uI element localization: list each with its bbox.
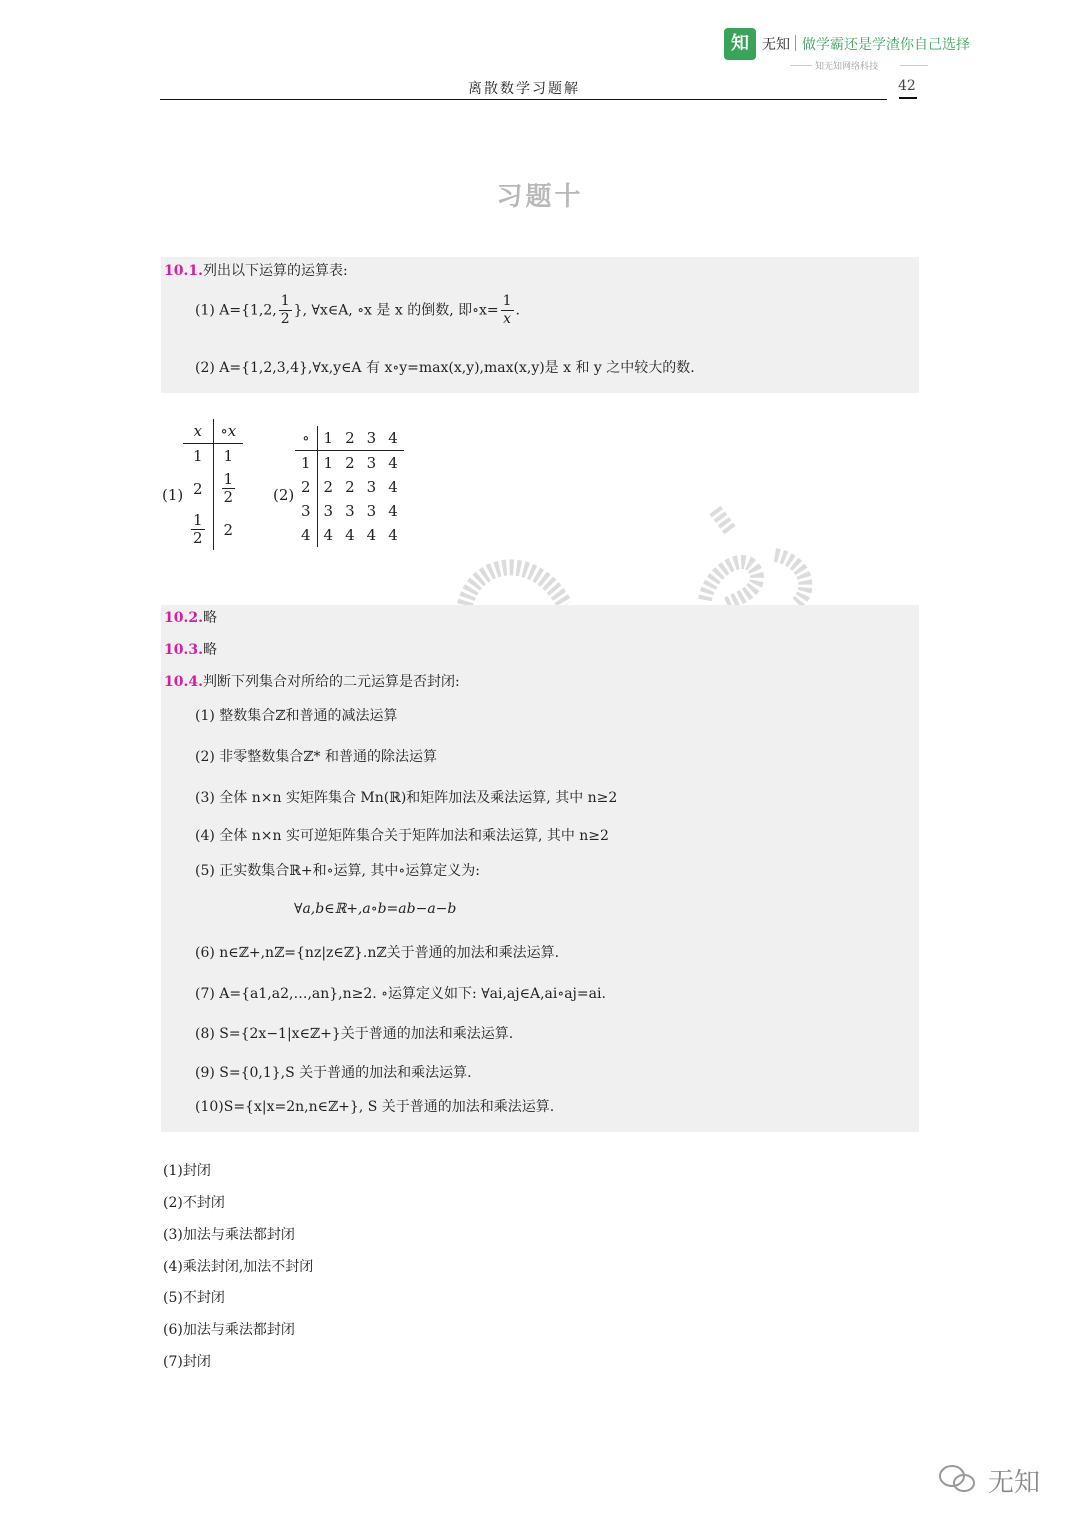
fraction-numerator: 1	[502, 293, 512, 309]
table-cell: 1	[295, 451, 317, 476]
table-cell: 4	[388, 454, 398, 472]
list-item: (5) 正实数集合ℝ+和∘运算, 其中∘运算定义为:	[195, 863, 480, 879]
table-row	[183, 509, 243, 550]
problem-number: 10.1.	[164, 263, 203, 279]
table-cell: 2	[295, 475, 317, 499]
fraction-denominator: 2	[280, 311, 290, 327]
item-text: (1) A={1,2,	[195, 302, 277, 319]
fraction	[191, 512, 205, 547]
fraction-denominator: 2	[223, 488, 234, 506]
problem-10-2-to-10-4-panel	[161, 605, 919, 1132]
answer-item: (6)加法与乘法都封闭	[163, 1322, 295, 1338]
table-row	[295, 451, 404, 476]
table-cell: 4	[323, 526, 334, 544]
table-corner: ∘	[295, 426, 317, 451]
list-item: (6) n∈ℤ+,nℤ={nz|z∈ℤ}.nℤ关于普通的加法和乘法运算.	[195, 945, 560, 961]
table-cell: 2	[345, 454, 355, 472]
fraction-numerator: 1	[223, 470, 234, 488]
header-rule-short	[899, 97, 917, 99]
problem-10-2	[164, 607, 217, 627]
list-item: (2) 非零整数集合ℤ* 和普通的除法运算	[195, 749, 437, 765]
list-item: (4) 全体 n×n 实可逆矩阵集合关于矩阵加法和乘法运算, 其中 n≥2	[195, 828, 609, 844]
running-header: 离散数学习题解	[468, 81, 580, 97]
problem-10-1-item-2: (2) A={1,2,3,4},∀x,y∈A 有 x∘y=max(x,y),max(x,y)是 x 和 y 之中较大的数.	[195, 360, 695, 376]
table-cell: 3	[366, 478, 377, 496]
table-row	[295, 523, 404, 547]
table-cell: 4	[388, 502, 398, 520]
table-row	[183, 468, 243, 509]
answer-item: (5)不封闭	[163, 1290, 225, 1306]
fraction	[222, 471, 236, 506]
list-item: (7) A={a1,a2,…,an},n≥2. ∘运算定义如下: ∀ai,aj∈A,ai∘aj=ai.	[195, 986, 606, 1002]
item-text: }, ∀x∈A, ∘x 是 x 的倒数, 即∘x=	[293, 302, 499, 319]
table-cell: 3	[366, 502, 377, 520]
problem-10-1-item-1	[195, 293, 520, 328]
brand-divider	[795, 35, 796, 51]
formula: ∀a,b∈ℝ+,a∘b=ab−a−b	[294, 901, 457, 917]
table-cell	[183, 509, 213, 550]
fraction-numerator: 1	[280, 293, 290, 309]
table-header	[183, 419, 213, 444]
table-cell: 2	[183, 468, 213, 509]
table-header	[213, 419, 243, 444]
answer-item: (1)封闭	[163, 1163, 211, 1179]
fraction-denominator: x	[503, 311, 511, 327]
list-item: (1) 整数集合ℤ和普通的减法运算	[195, 708, 398, 724]
list-item: (9) S={0,1},S 关于普通的加法和乘法运算.	[195, 1065, 472, 1081]
table-cell: 2	[345, 478, 355, 496]
problem-number: 10.3.	[164, 642, 203, 658]
table-cell: 3	[366, 454, 377, 472]
watermark-graphic	[455, 500, 835, 610]
section-title: 习题十	[496, 182, 584, 212]
problem-10-1-heading	[164, 260, 348, 280]
fraction	[501, 293, 514, 328]
problem-text: 列出以下运算的运算表:	[202, 263, 348, 279]
header-cell: 1	[317, 426, 339, 451]
table-cell: 4	[388, 478, 398, 496]
table-cell: 4	[388, 526, 398, 544]
table-cell: 3	[345, 502, 355, 520]
fraction	[279, 293, 292, 328]
brand-subline-right	[900, 65, 928, 66]
problem-text: 略	[202, 642, 217, 658]
table-1-label: (1)	[162, 486, 184, 504]
table-cell: 1	[323, 454, 334, 472]
answer-item: (7)封闭	[163, 1354, 211, 1370]
table-row	[295, 499, 404, 523]
table-2-label: (2)	[273, 486, 295, 504]
header-cell: x	[193, 422, 202, 440]
max-table	[295, 426, 404, 547]
problem-10-1-panel	[161, 257, 919, 393]
fraction-denominator: 2	[193, 529, 203, 547]
footer-watermark: 无知	[988, 1468, 1041, 1498]
table-cell: 4	[295, 523, 317, 547]
table-cell: 1	[183, 444, 213, 469]
header-cell: 4	[382, 426, 404, 451]
table-cell	[213, 468, 243, 509]
problem-10-4-heading	[164, 671, 460, 691]
brand-slogan: 做学霸还是学渣你自己选择	[802, 37, 970, 53]
list-item: (10)S={x|x=2n,n∈ℤ+}, S 关于普通的加法和乘法运算.	[195, 1099, 555, 1115]
item-text: .	[515, 302, 520, 319]
problem-text: 判断下列集合对所给的二元运算是否封闭:	[202, 674, 460, 690]
answer-item: (4)乘法封闭,加法不封闭	[163, 1259, 314, 1275]
brand-subtitle: 知无知网络科技	[815, 62, 879, 72]
fraction-numerator: 1	[193, 511, 203, 529]
wechat-icon	[938, 1464, 978, 1494]
header-cell: 3	[361, 426, 383, 451]
header-cell: ∘x	[220, 422, 237, 440]
brand-logo: 知	[724, 28, 756, 60]
reciprocal-table	[183, 419, 243, 550]
table-cell: 1	[223, 447, 234, 465]
page-number: 42	[898, 78, 916, 94]
brand-name: 无知	[762, 37, 790, 53]
table-row	[183, 444, 243, 469]
answer-item: (2)不封闭	[163, 1195, 225, 1211]
problem-number: 10.4.	[164, 674, 203, 690]
list-item: (3) 全体 n×n 实矩阵集合 Mn(ℝ)和矩阵加法及乘法运算, 其中 n≥2	[195, 790, 618, 806]
list-item: (8) S={2x−1|x∈ℤ+}关于普通的加法和乘法运算.	[195, 1026, 514, 1042]
table-cell: 4	[366, 526, 377, 544]
table-cell: 2	[323, 478, 334, 496]
header-cell: 2	[339, 426, 361, 451]
table-row	[295, 475, 404, 499]
problem-number: 10.2.	[164, 610, 203, 626]
answer-item: (3)加法与乘法都封闭	[163, 1227, 295, 1243]
problem-10-3	[164, 639, 217, 659]
table-cell: 4	[345, 526, 355, 544]
problem-text: 略	[202, 610, 217, 626]
table-cell: 3	[295, 499, 317, 523]
brand-subline-left	[790, 65, 812, 66]
table-cell: 2	[223, 520, 234, 539]
header-rule	[160, 99, 887, 100]
table-cell: 3	[323, 502, 334, 520]
